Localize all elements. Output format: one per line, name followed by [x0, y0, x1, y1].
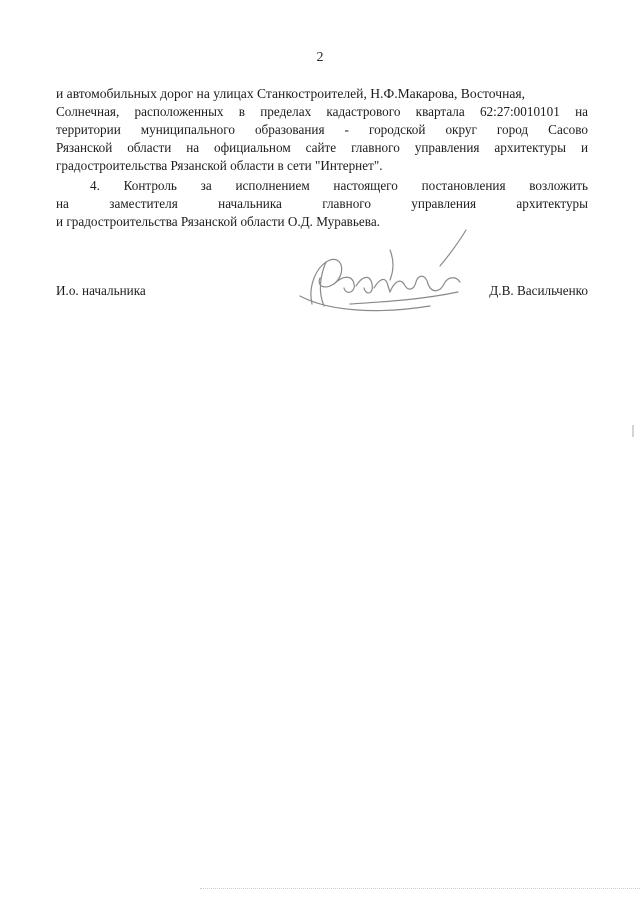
- body-line-7: на заместителя начальника главного управления архитектуры: [56, 196, 588, 211]
- body-line-6: 4. Контроль за исполнением настоящего постановления возложить: [90, 178, 588, 193]
- page-number: 2: [316, 50, 324, 65]
- body-line-8: и градостроительства Рязанской области О.Д. Муравьева.: [56, 214, 380, 229]
- scan-artifact: [632, 425, 634, 437]
- body-line-2: Солнечная, расположенных в пределах кадастрового квартала 62:27:0010101 на: [56, 104, 588, 119]
- body-line-3: территории муниципального образования - городской округ город Сасово: [56, 122, 588, 137]
- signatory-name: Д.В. Васильченко: [489, 283, 588, 298]
- signature-row: [56, 283, 588, 303]
- signatory-title: И.о. начальника: [56, 283, 146, 298]
- body-line-5: градостроительства Рязанской области в сети "Интернет".: [56, 158, 383, 173]
- scan-bottom-edge: [200, 888, 640, 889]
- body-line-4: Рязанской области на официальном сайте главного управления архитектуры и: [56, 140, 588, 155]
- body-line-1: и автомобильных дорог на улицах Станкостроителей, Н.Ф.Макарова, Восточная,: [56, 86, 526, 101]
